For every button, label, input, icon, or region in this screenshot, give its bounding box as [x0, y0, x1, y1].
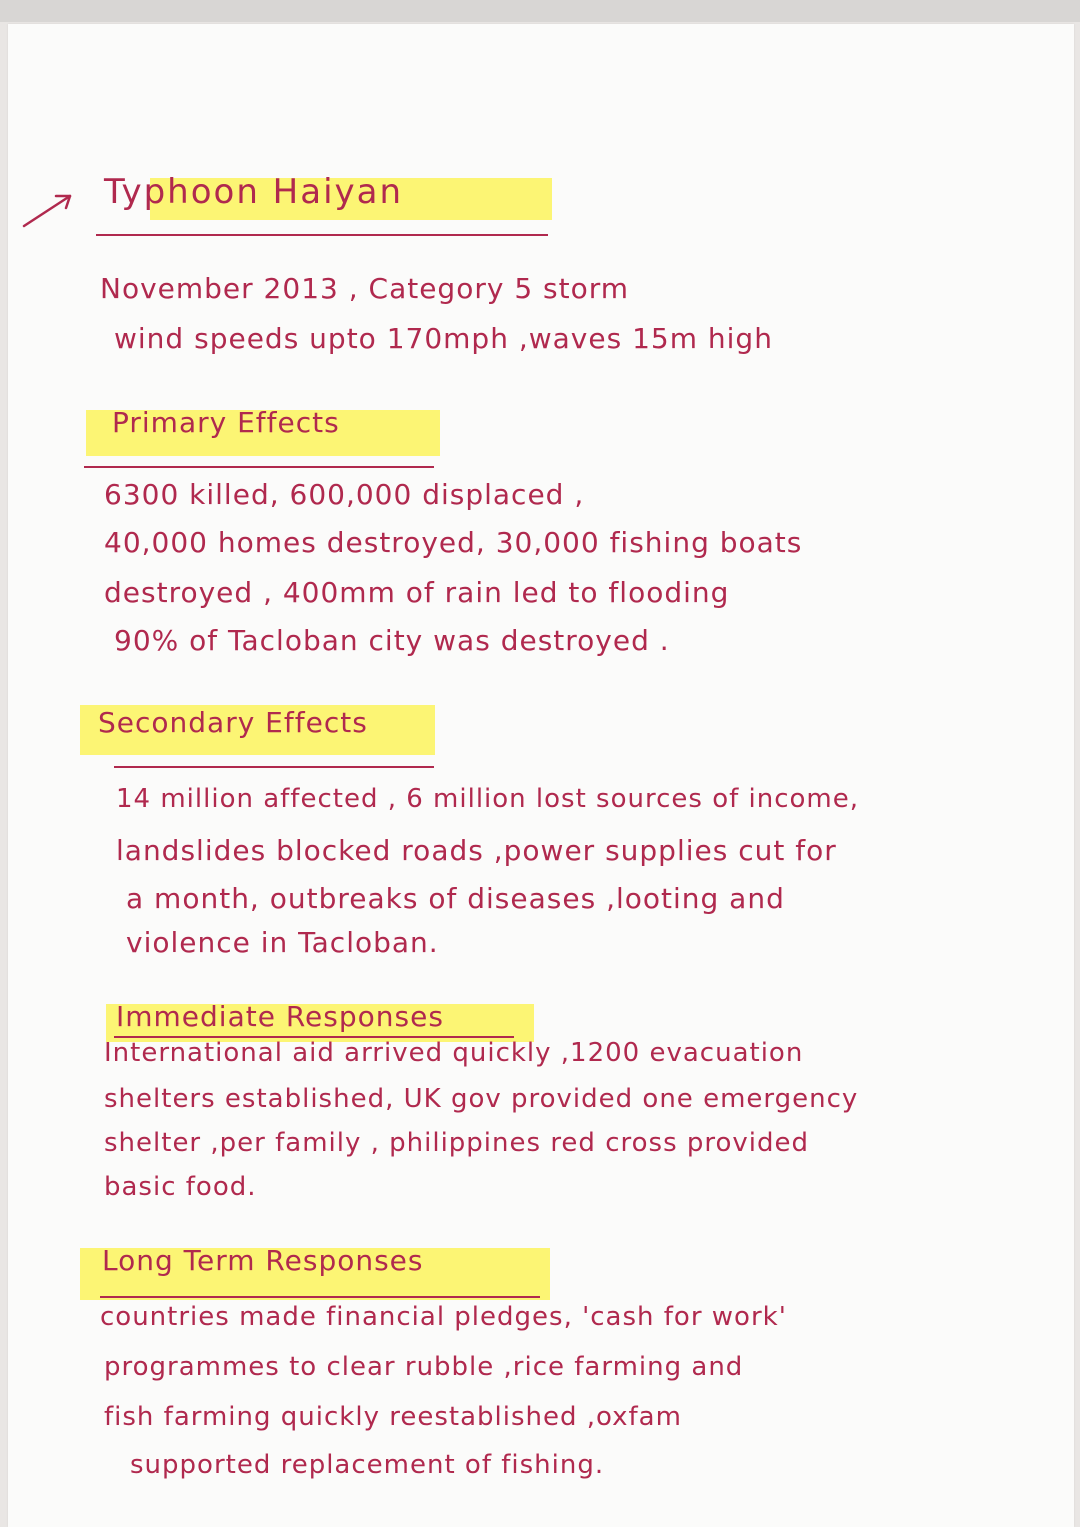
secondary-heading: Secondary Effects — [98, 706, 368, 739]
longterm-heading: Long Term Responses — [102, 1244, 424, 1277]
secondary-line-1: 14 million affected , 6 million lost sources of income, — [116, 784, 860, 814]
title-underline — [96, 234, 548, 236]
page-title: Typhoon Haiyan — [104, 172, 404, 212]
primary-line-3: destroyed , 400mm of rain led to flooding — [104, 576, 730, 609]
longterm-line-1: countries made financial pledges, 'cash for work' — [100, 1302, 787, 1332]
immediate-line-2: shelters established, UK gov provided one emergency — [104, 1084, 859, 1114]
immediate-line-4: basic food. — [104, 1172, 257, 1202]
secondary-line-2: landslides blocked roads ,power supplies cut for — [116, 834, 837, 867]
primary-line-1: 6300 killed, 600,000 displaced , — [104, 478, 585, 511]
immediate-line-3: shelter ,per family , philippines red cross provided — [104, 1128, 810, 1158]
secondary-line-4: violence in Tacloban. — [126, 926, 439, 959]
secondary-line-3: a month, outbreaks of diseases ,looting and — [126, 882, 785, 915]
longterm-line-3: fish farming quickly reestablished ,oxfam — [104, 1402, 682, 1432]
primary-line-4: 90% of Tacloban city was destroyed . — [114, 624, 670, 657]
immediate-heading: Immediate Responses — [116, 1000, 444, 1033]
primary-heading-underline — [84, 466, 434, 468]
longterm-line-2: programmes to clear rubble ,rice farming and — [104, 1352, 744, 1382]
longterm-heading-underline — [100, 1296, 540, 1298]
intro-line-1: November 2013 , Category 5 storm — [100, 272, 630, 305]
primary-line-2: 40,000 homes destroyed, 30,000 fishing boats — [104, 526, 803, 559]
longterm-line-4: supported replacement of fishing. — [130, 1450, 605, 1480]
primary-heading: Primary Effects — [112, 406, 340, 439]
secondary-heading-underline — [114, 766, 434, 768]
arrow-bullet-icon — [20, 190, 76, 230]
background-strip — [0, 0, 1080, 22]
intro-line-2: wind speeds upto 170mph ,waves 15m high — [114, 322, 773, 355]
immediate-line-1: International aid arrived quickly ,1200 evacuation — [104, 1038, 804, 1068]
